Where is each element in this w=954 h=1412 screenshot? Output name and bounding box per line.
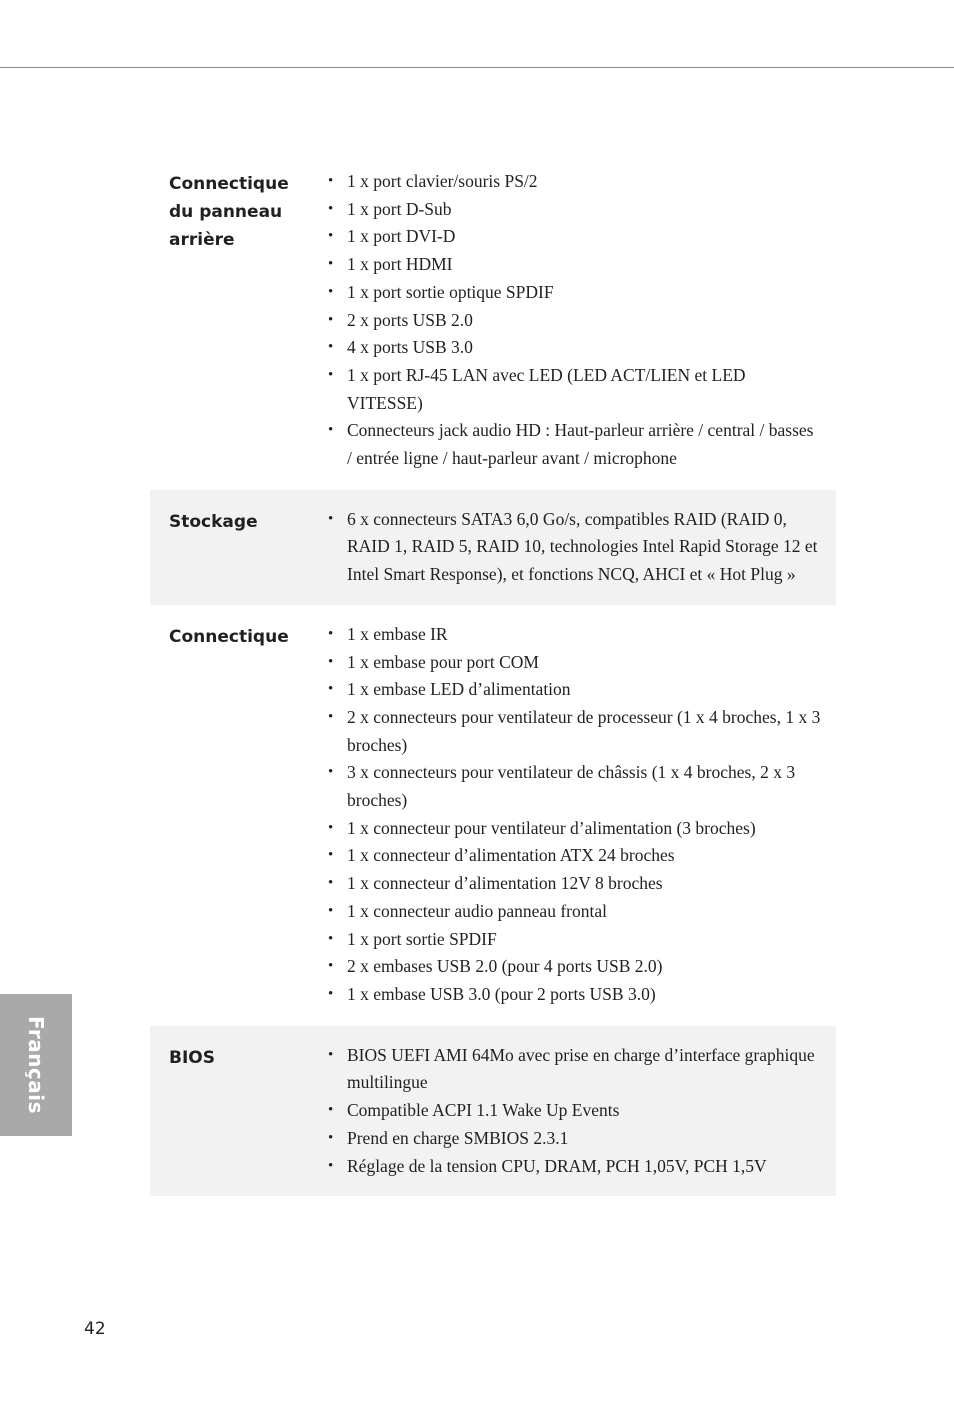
list-item: • 1 x port sortie optique SPDIF — [347, 279, 836, 307]
list-item: • BIOS UEFI AMI 64Mo avec prise en charge d’interface graphique multilingue — [347, 1042, 836, 1097]
page-number: 42 — [84, 1319, 106, 1339]
spec-table — [150, 164, 836, 1196]
spec-section-bios — [150, 1026, 836, 1197]
list-item: • 1 x connecteur pour ventilateur d’alimentation (3 broches) — [347, 815, 836, 843]
list-item: • 1 x embase USB 3.0 (pour 2 ports USB 3.0) — [347, 981, 836, 1009]
list-item: • 1 x embase pour port COM — [347, 649, 836, 677]
list-item: • 1 x embase IR — [347, 621, 836, 649]
spec-section-connectors — [150, 605, 836, 1026]
spec-section-storage — [150, 490, 836, 605]
list-item: • 1 x port clavier/souris PS/2 — [347, 168, 836, 196]
list-item: • Réglage de la tension CPU, DRAM, PCH 1,05V, PCH 1,5V — [347, 1153, 836, 1181]
list-item: • 1 x port D-Sub — [347, 196, 836, 224]
list-item: • Prend en charge SMBIOS 2.3.1 — [347, 1125, 836, 1153]
list-item: • 1 x connecteur audio panneau frontal — [347, 898, 836, 926]
list-item: • 2 x connecteurs pour ventilateur de processeur (1 x 4 broches, 1 x 3 broches) — [347, 704, 836, 759]
list-item: • 6 x connecteurs SATA3 6,0 Go/s, compatibles RAID (RAID 0, RAID 1, RAID 5, RAID 10, technologies Intel Rapid Storage 12 et Intel Smart Response), et fonctions NCQ, AHCI et « Hot Plug » — [347, 506, 836, 589]
header-rule — [0, 67, 954, 68]
list-item: • 3 x connecteurs pour ventilateur de châssis (1 x 4 broches, 2 x 3 broches) — [347, 759, 836, 814]
section-label: BIOS — [169, 1047, 215, 1068]
list-item: • 2 x ports USB 2.0 — [347, 307, 836, 335]
list-item: • 2 x embases USB 2.0 (pour 4 ports USB 2.0) — [347, 953, 836, 981]
list-item: • 1 x port sortie SPDIF — [347, 926, 836, 954]
list-item: • 1 x connecteur d’alimentation 12V 8 broches — [347, 870, 836, 898]
list-item: • 1 x port HDMI — [347, 251, 836, 279]
section-label: Connectique — [169, 626, 289, 647]
spec-section-rear-panel — [150, 164, 836, 490]
language-tab-label: Français — [24, 1015, 48, 1115]
list-item: • Compatible ACPI 1.1 Wake Up Events — [347, 1097, 836, 1125]
section-label: Stockage — [169, 511, 258, 532]
list-item: • 1 x port DVI-D — [347, 223, 836, 251]
list-item: • 4 x ports USB 3.0 — [347, 334, 836, 362]
list-item: • 1 x embase LED d’alimentation — [347, 676, 836, 704]
section-label: Connectique du panneau arrière — [169, 174, 289, 250]
list-item: • 1 x port RJ-45 LAN avec LED (LED ACT/LIEN et LED VITESSE) — [347, 362, 836, 417]
list-item: • 1 x connecteur d’alimentation ATX 24 broches — [347, 842, 836, 870]
language-tab — [0, 994, 72, 1136]
list-item: • Connecteurs jack audio HD : Haut-parleur arrière / central / basses / entrée ligne / haut-parleur avant / microphone — [347, 417, 836, 472]
spec-list — [150, 621, 836, 1009]
